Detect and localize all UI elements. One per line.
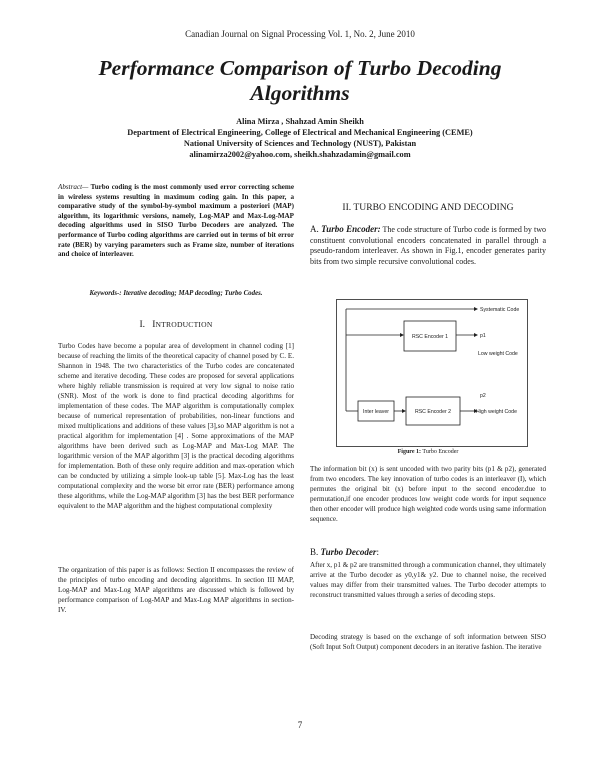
section-number: I.	[139, 319, 146, 330]
subsection-a-title: Turbo Encoder:	[321, 224, 381, 234]
output-p2-label: p2	[480, 393, 486, 399]
section-title-rest: NTRODUCTION	[155, 320, 213, 329]
affiliation-university: National University of Sciences and Technology (NUST), Pakistan	[183, 139, 417, 148]
subsection-b-title: Turbo Decoder	[320, 547, 377, 557]
page-number: 7	[297, 720, 303, 730]
output-highweight-label: High weight Code	[476, 409, 517, 415]
keywords: Keywords-: Iterative decoding; MAP decoding; Turbo Codes.	[89, 290, 263, 297]
encoder1-label: RSC Encoder 1	[411, 334, 449, 340]
section-heading-introduction	[58, 319, 294, 330]
interleaver-label: Inter leaver	[363, 409, 389, 415]
intro-paragraph-2: The organization of this paper is as follows: Section II encompasses the review of the principles of turbo encoding and decoding algorithms. In section III MAP, Log-MAP and Max-Log MAP algorithms are discussed which is followed by performance comparison of Log-MAP and Max-Log MAP algorithms in section-IV.	[58, 566, 294, 614]
intro-paragraph-1: Turbo Codes have become a popular area of development in channel coding [1] because of reaching the limits of the theoretical capacity of channel posed by C. E. Shannon in 1948. The two characteristics of the Turbo codes are concatenated scheme and iterative decoding. These codes are proposed for several applications where highly reliable transmission is required at very low signal to noise ratio (SNR). Most of the work is done to find practical decoding algorithms for implementation of these codes. The MAP algorithm is computationally complex because of numerical representation of probabilities, non-linear functions and mixed multiplications and additions of these values [3],so MAP algorithm is not a practical algorithm for implementation [4] . Some approximations of the MAP algorithms have been derived such as Log-MAP and Max-Log MAP. The logarithmic version of the MAP algorithm [3] is the practical decoding algorithms for implementation. Both of these only require addition and max-operation which can be conducted by utilizing a simple look-up table [5]. Max-Log has the least computational complexity and the worse bit error rate (BER) performance among these algorithms, while the Log-MAP algorithm [3] has the best BER performance equivalent to the MAP algorithm and the highest computational complexity	[58, 342, 294, 510]
running-head: Canadian Journal on Signal Processing Vol. 1, No. 2, June 2010	[185, 29, 415, 39]
authors: Alina Mirza , Shahzad Amin Sheikh	[236, 117, 364, 126]
turbo-encoder-diagram	[336, 299, 528, 447]
abstract	[58, 183, 294, 260]
figure-caption-number: Figure 1:	[397, 449, 422, 455]
output-p1-label: p1	[480, 333, 486, 339]
abstract-lead: Abstract—	[58, 183, 89, 191]
subsection-a-letter: A.	[310, 224, 322, 234]
title-line-1: Performance Comparison of Turbo Decoding	[98, 56, 502, 80]
output-lowweight-label: Low weight Code	[478, 351, 518, 357]
right-paragraph-2: After x, p1 & p2 are transmitted through a communication channel, they ultimately arrive at the Turbo decoder as y0,y1& y2. Due to channel noise, the received values may differ from their transmitted values. The Turbo decoder attempts to reconstruct transmitted values through a series of decoding steps.	[310, 561, 546, 599]
figure-caption-text: Turbo Encoder	[421, 449, 459, 455]
encoder2-label: RSC Encoder 2	[414, 409, 452, 415]
section-heading-turbo: II. TURBO ENCODING AND DECODING	[342, 202, 514, 213]
right-paragraph-1: The information bit (x) is sent uncoded with two parity bits (p1 & p2), generated from two encoders. The key innovation of turbo codes is an interleaver (I), which permutes the original bit (x) before input to the second encoder.due to permutation,if one encoder produces low weight code words for input sequence then other encoder will produce high weighted code words using same information sequence.	[310, 465, 546, 523]
subsection-b-letter: B.	[310, 547, 321, 557]
paper-title	[60, 56, 540, 106]
figure-caption	[310, 449, 546, 455]
output-systematic-label: Systematic Code	[480, 307, 520, 313]
turbo-encoder-figure	[336, 299, 528, 447]
author-emails: alinamirza2002@yahoo.com, sheikh.shahzadamin@gmail.com	[189, 150, 411, 159]
section-title-initial: I	[152, 319, 156, 330]
subsection-turbo-decoder-heading	[310, 547, 546, 557]
subsection-turbo-encoder	[310, 224, 546, 267]
abstract-text: Turbo coding is the most commonly used error correcting scheme in wireless systems resulting in maximum coding gain. In this paper, a comparative study of the symbol-by-symbol maximum a posteriori (MAP) algorithm, its logarithmic versions, namely, Log-MAP and Max-Log-MAP decoding algorithms used in SISO Turbo Decoders are analyzed. The performance of Turbo coding algorithms are carried out in terms of bit error rate (BER) by varying parameters such as Frame size, number of iterations and choice of interleaver.	[58, 183, 294, 259]
author-block	[0, 116, 600, 160]
right-paragraph-3: Decoding strategy is based on the exchange of soft information between SISO (Soft Input Soft Output) component decoders in an iterative fashion. The iterative	[310, 633, 546, 651]
affiliation-department: Department of Electrical Engineering, College of Electrical and Mechanical Engineering (CEME)	[127, 128, 473, 137]
title-line-2: Algorithms	[250, 81, 350, 105]
subsection-a-text: The code structure of Turbo code is formed by two constituent convolutional encoders concatenated in parallel through a pseudo-random interleaver. As shown in Fig.1, encoder generates parity bits from two simple recursive convolutional codes.	[310, 225, 547, 266]
subsection-b-colon: :	[376, 547, 379, 557]
